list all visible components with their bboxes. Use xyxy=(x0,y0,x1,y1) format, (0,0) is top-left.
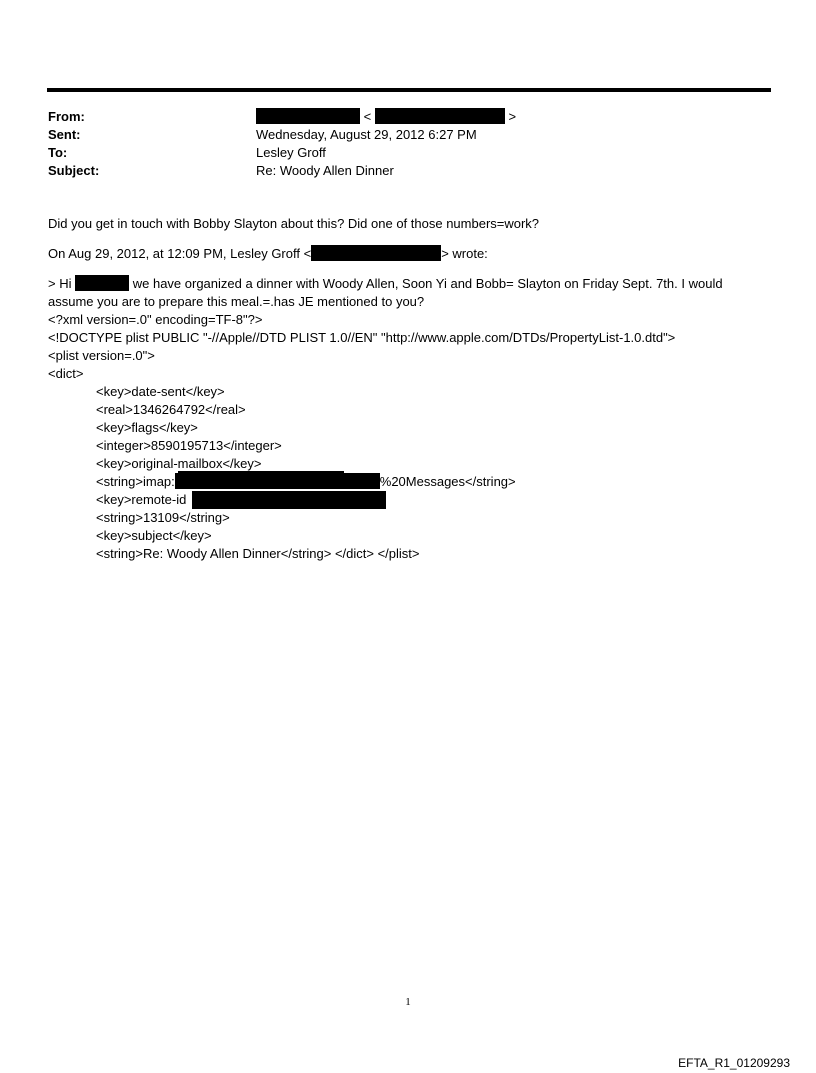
redaction-box xyxy=(375,108,505,124)
body-line: Did you get in touch with Bobby Slayton about this? Did one of those numbers=work? xyxy=(48,216,540,231)
redaction-box xyxy=(178,471,344,476)
xml-line: <integer>8590195713</integer> xyxy=(96,438,282,453)
from-value xyxy=(256,108,516,126)
sent-label: Sent: xyxy=(48,127,81,142)
subject-value: Re: Woody Allen Dinner xyxy=(256,163,394,178)
quote-text: we have organized a dinner with Woody Allen, Soon Yi and Bobb= Slayton on Friday Sept. 7th. I would xyxy=(132,276,723,291)
header-rule xyxy=(47,88,771,92)
xml-line: <string>13109</string> xyxy=(96,510,230,525)
xml-line: <real>1346264792</real> xyxy=(96,402,246,417)
to-label: To: xyxy=(48,145,68,160)
redaction-box xyxy=(192,491,386,509)
redaction-box xyxy=(311,245,441,261)
subject-label: Subject: xyxy=(48,163,100,178)
xml-line: <!DOCTYPE plist PUBLIC "-//Apple//DTD PLIST 1.0//EN" "http://www.apple.com/DTDs/PropertyList-1.0.dtd"> xyxy=(48,330,676,345)
quote-greeting: > Hi xyxy=(48,276,72,291)
remote-id-key: <key>remote-id xyxy=(96,492,187,507)
xml-line: <key>subject</key> xyxy=(96,528,212,543)
mailbox-value-start: <string>imap: xyxy=(96,474,175,489)
quoted-line: assume you are to prepare this meal.=.has JE mentioned to you? xyxy=(48,294,425,309)
mailbox-value-end: %20Messages</string> xyxy=(379,474,516,489)
to-value: Lesley Groff xyxy=(256,145,326,160)
redaction-box xyxy=(75,275,129,291)
xml-line: <key>flags</key> xyxy=(96,420,198,435)
redaction-box xyxy=(256,108,360,124)
from-label: From: xyxy=(48,109,85,124)
xml-line: <?xml version=.0" encoding=TF-8"?> xyxy=(48,312,263,327)
sent-value: Wednesday, August 29, 2012 6:27 PM xyxy=(256,127,477,142)
document-id: EFTA_R1_01209293 xyxy=(678,1056,790,1070)
quoted-line xyxy=(48,275,778,293)
xml-line: <string>Re: Woody Allen Dinner</string> </dict> </plist> xyxy=(96,546,420,561)
from-open-bracket: < xyxy=(363,109,372,124)
xml-line xyxy=(48,473,778,491)
body-line xyxy=(48,245,778,263)
from-close-bracket: > xyxy=(508,109,517,124)
xml-line xyxy=(48,491,778,509)
quote-attribution: On Aug 29, 2012, at 12:09 PM, Lesley Groff < xyxy=(48,246,312,261)
page-number: 1 xyxy=(405,996,411,1008)
quote-attribution-end: > wrote: xyxy=(441,246,488,261)
xml-line: <key>date-sent</key> xyxy=(96,384,225,399)
email-body xyxy=(48,215,778,563)
xml-line: <key>original-mailbox</key> xyxy=(96,456,262,471)
xml-line: <plist version=.0"> xyxy=(48,348,155,363)
xml-line: <dict> xyxy=(48,366,84,381)
